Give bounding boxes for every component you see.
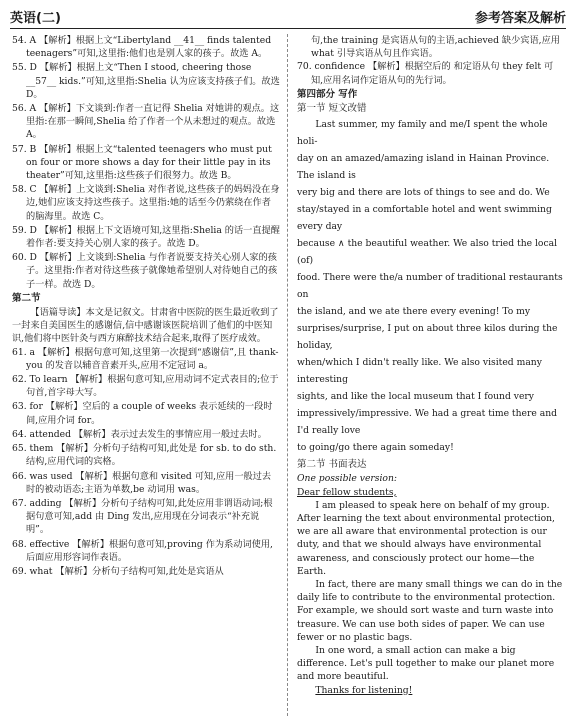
answer-item: 65. them 【解析】分析句子结构可知,此处是 for sb. to do sth. 结构,应用代词的宾格。	[12, 443, 277, 468]
letter-greeting: Dear fellow students,	[297, 486, 397, 498]
essay-line: surprises/surprise, I put on about three kilos during the holiday,	[297, 323, 558, 352]
column-divider	[287, 34, 288, 716]
right-column	[297, 34, 565, 697]
answer-item: 62. To learn 【解析】根据句意可知,应用动词不定式表目的;位于句首,首字母大写。	[12, 374, 279, 399]
possible-version-label: One possible version:	[297, 473, 397, 485]
writing-paragraph: In fact, there are many small things we can do in the daily life to contribute to the environmental protection. For example, we should sort waste and turn waste into treasure. We can use both sides of paper. We can use fewer or no plastic bags.	[297, 579, 563, 643]
header-left: 英语(二)	[10, 11, 61, 26]
answer-item: 66. was used 【解析】根据句意和 visited 可知,应用一般过去时的被动语态;主语为单数,be 动词用 was。	[12, 470, 272, 495]
essay-line: when/which I didn't really like. We also visited many interesting	[297, 357, 542, 386]
section-title: 第二节 书面表达	[297, 459, 367, 471]
essay-line: very big and there are lots of things to see and do. We	[297, 187, 550, 199]
answer-item: 64. attended 【解析】表示过去发生的事情应用一般过去时。	[12, 428, 267, 440]
answer-item: 63. for 【解析】空后的 a couple of weeks 表示延续的一段时间,应用介词 for。	[12, 401, 273, 426]
answer-item: 69. what 【解析】分析句子结构可知,此处是宾语从	[12, 565, 224, 577]
answer-item: 55. D 【解析】根据上文“Then I stood, cheering those __57__ kids.”可知,这里指:Shelia 认为应该支持孩子们。故选 D。	[12, 62, 280, 100]
essay-line: day on an amazed/amazing island in Hainan Province. The island is	[297, 153, 550, 182]
essay-line: because ∧ the beautiful weather. We also tried the local (of)	[297, 238, 558, 267]
answer-item: 59. D 【解析】根据上下文语境可知,这里指:Shelia 的话一直提醒着作者:要支持关心别人家的孩子。故选 D。	[12, 224, 280, 250]
header-right: 参考答案及解析	[474, 11, 566, 26]
passage-guide: 【语篇导读】本文是记叙文。甘肃省中医院的医生最近收到了一封来自美国医生的感谢信,信中感谢该医院培训了他们的中医知识,他们将中医针灸与西方麻醉技术结合起来,取得了医疗成效。	[12, 307, 279, 345]
section-title: 第一节 短文改错	[297, 103, 367, 115]
answer-item: 61. a 【解析】根据句意可知,这里第一次提到“感谢信”,且 thank-you 的发音以辅音音素开头,应用不定冠词 a。	[12, 346, 279, 371]
answer-item: 60. D 【解析】上文谈到:Shelia 与作者说要支持关心别人家的孩子。这里指:作者对待这些孩子就像她希望别人对待她自己的孩子一样。故选 D。	[12, 252, 278, 290]
section-title: 第二节	[12, 292, 41, 304]
answer-continued: 句,the training 是宾语从句的主语,achieved 缺少宾语,应用 what 引导宾语从句且作宾语。	[311, 35, 560, 60]
answer-item: 68. effective 【解析】根据句意可知,proving 作为系动词使用,后面应用形容词作表语。	[12, 538, 273, 563]
essay-line: the island, and we ate there every evening! To my	[297, 306, 531, 318]
essay-line: impressively/impressive. We had a great time there and I'd really love	[297, 408, 557, 437]
answer-item: 67. adding 【解析】分析句子结构可知,此处应用非谓语动词;根据句意可知,add 由 Ding 发出,应用现在分词表示“补充说明”。	[12, 497, 273, 536]
essay-line: stay/stayed in a comfortable hotel and went swimming every day	[297, 204, 552, 233]
essay-line: sights, and like the local museum that I found very	[297, 391, 534, 403]
answer-item: 70. confidence 【解析】根据空后的 和定语从句 they felt 可知,应用名词作定语从句的先行词。	[297, 61, 554, 86]
page-header	[10, 8, 566, 29]
essay-line: to going/go there again someday!	[297, 442, 454, 454]
answer-item: 54. A 【解析】根据上文“Libertyland __41__ finds talented teenagers”可知,这里指:他们也是别人家的孩子。故选 A。	[12, 35, 272, 60]
writing-paragraph: In one word, a small action can make a big difference. Let's pull together to make our planet more and more beautiful.	[297, 645, 555, 683]
writing-paragraph: I am pleased to speak here on behalf of my group. After learning the text about environmental protection, we are all aware that environmental protection is our duty, and that we should always have environmental awareness, and consciously protect our home—the Earth.	[297, 499, 555, 577]
left-column	[12, 34, 280, 579]
answer-item: 58. C 【解析】上文谈到:Shelia 对作者说,这些孩子的妈妈没在身边,她们应该支持这些孩子。这里指:她的话至今仍萦绕在作者的脑海里。故选 C。	[12, 184, 280, 222]
part-title: 第四部分 写作	[297, 88, 358, 100]
essay-line: Last summer, my family and me/I spent the whole holi-	[297, 119, 548, 148]
error-correction-essay	[297, 116, 565, 456]
answer-item: 57. B 【解析】根据上文“talented teenagers who must put on four or more shows a day for their little pay in its theater”可知,这里指:这些孩子们很努力。故选 B。	[12, 143, 272, 182]
letter-closing: Thanks for listening!	[315, 684, 413, 696]
answer-item: 56. A 【解析】下文谈到:作者一直记得 Shelia 对她讲的观点。这里指:在那一瞬间,Shelia 给了作者一个从未想过的观点。故选 A。	[12, 103, 280, 141]
essay-line: food. There were the/a number of traditional restaurants on	[297, 272, 563, 301]
